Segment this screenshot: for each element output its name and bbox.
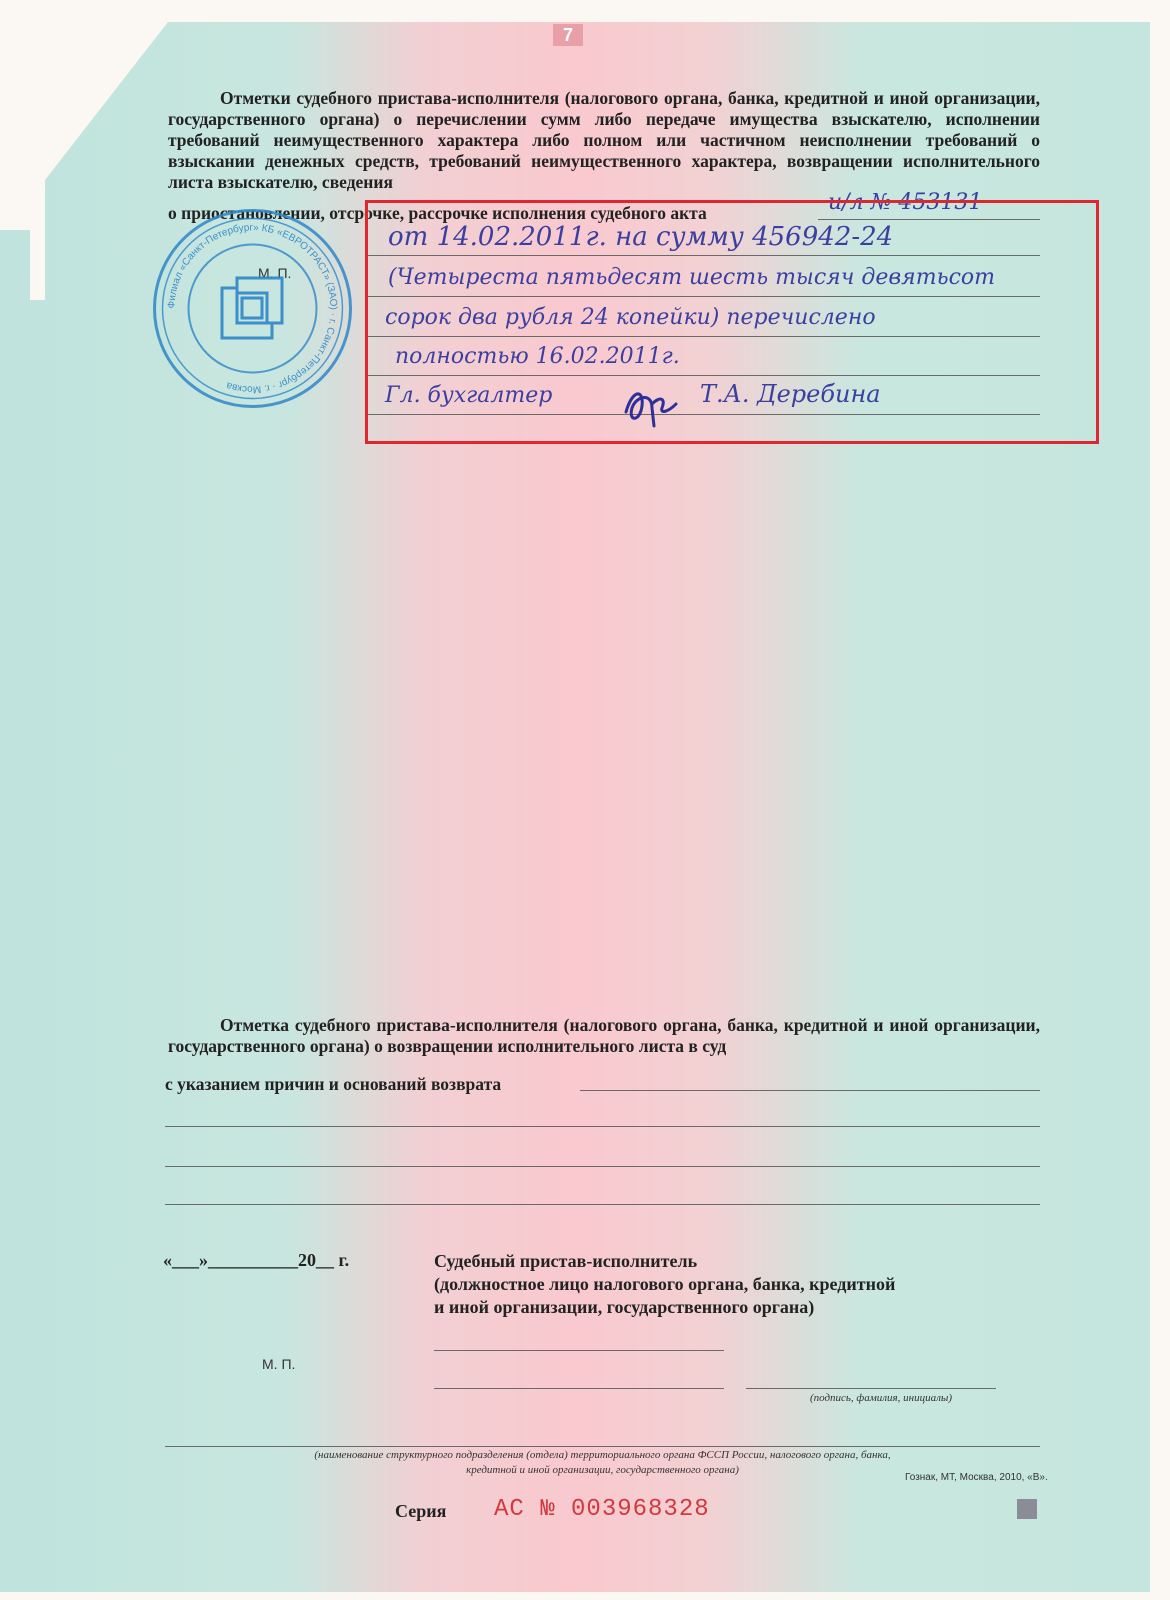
signature-line bbox=[434, 1350, 724, 1351]
series-number: АС № 003968328 bbox=[494, 1496, 710, 1523]
ruled-line bbox=[580, 1090, 1040, 1091]
series-label: Серия bbox=[395, 1501, 447, 1521]
date-field: «___»__________20__ г. bbox=[163, 1250, 350, 1270]
mp-label-2: М. П. bbox=[262, 1356, 296, 1372]
officer-description-1: (должностное лицо налогового органа, банка, кредитной bbox=[434, 1274, 896, 1294]
handwritten-accountant-title: Гл. бухгалтер bbox=[385, 383, 553, 408]
svg-text:Филиал «Санкт-Петербург» КБ «Е bbox=[166, 222, 338, 394]
officer-description-2: и иной организации, государственного органа) bbox=[434, 1297, 815, 1317]
section2-last-line: с указанием причин и оснований возврата bbox=[165, 1074, 502, 1094]
department-line bbox=[165, 1446, 1040, 1447]
handwritten-writ-number: и/л № 453131 bbox=[828, 190, 983, 215]
handwritten-line-1: от 14.02.2011г. на сумму 456942-24 bbox=[388, 222, 894, 252]
section1-last-line: о приостановлении, отсрочке, рассрочке исполнения судебного акта bbox=[168, 203, 707, 223]
ruled-line bbox=[165, 1166, 1040, 1167]
department-caption-1: (наименование структурного подразделения (отдела) территориального органа ФССП России, налогового органа, банка, bbox=[314, 1449, 891, 1461]
ruled-line bbox=[165, 1204, 1040, 1205]
officer-title: Судебный пристав-исполнитель bbox=[434, 1251, 698, 1271]
handwritten-line-2: (Четыреста пятьдесят шесть тысяч девятьсот bbox=[388, 265, 996, 290]
signature-line bbox=[434, 1388, 724, 1389]
handwritten-accountant-name: Т.А. Деребина bbox=[700, 380, 881, 408]
mp-label: М. П. bbox=[258, 265, 292, 281]
security-square bbox=[1017, 1499, 1037, 1519]
section1-paragraph: Отметки судебного пристава-исполнителя (налогового органа, банка, кредитной и иной организации, государственного органа) о перечислении сумм либо передаче имущества взыскателю, исполнении требований неимущественного характера либо полном или частичном неисполнении требований о взыскании денежных средств, требований неимущественного характера, возвращении исполнительного листа взыскателю, сведения bbox=[168, 88, 1040, 192]
stamp-ring-text: Филиал «Санкт-Петербург» КБ «ЕВРОТРАСТ» (ЗАО) · г. Санкт-Петербург · г. Москва bbox=[166, 222, 339, 395]
bank-stamp-seal bbox=[150, 206, 355, 411]
highlight-box bbox=[365, 200, 1099, 444]
page-number: 7 bbox=[553, 24, 583, 46]
signature-caption: (подпись, фамилия, инициалы) bbox=[809, 1392, 953, 1404]
printer-imprint: Гознак, МТ, Москва, 2010, «В». bbox=[905, 1472, 1048, 1483]
officer-block bbox=[434, 1250, 895, 1319]
handwritten-line-4: полностью 16.02.2011г. bbox=[395, 344, 680, 369]
ruled-line bbox=[165, 1126, 1040, 1127]
department-caption-2: кредитной и иной организации, государственного органа) bbox=[466, 1464, 739, 1476]
signature-line bbox=[746, 1388, 996, 1389]
section2-paragraph: Отметка судебного пристава-исполнителя (налогового органа, банка, кредитной и иной организации, государственного органа) о возвращении исполнительного листа в суд bbox=[168, 1015, 1040, 1056]
handwritten-line-3: сорок два рубля 24 копейки) перечислено bbox=[385, 305, 876, 330]
